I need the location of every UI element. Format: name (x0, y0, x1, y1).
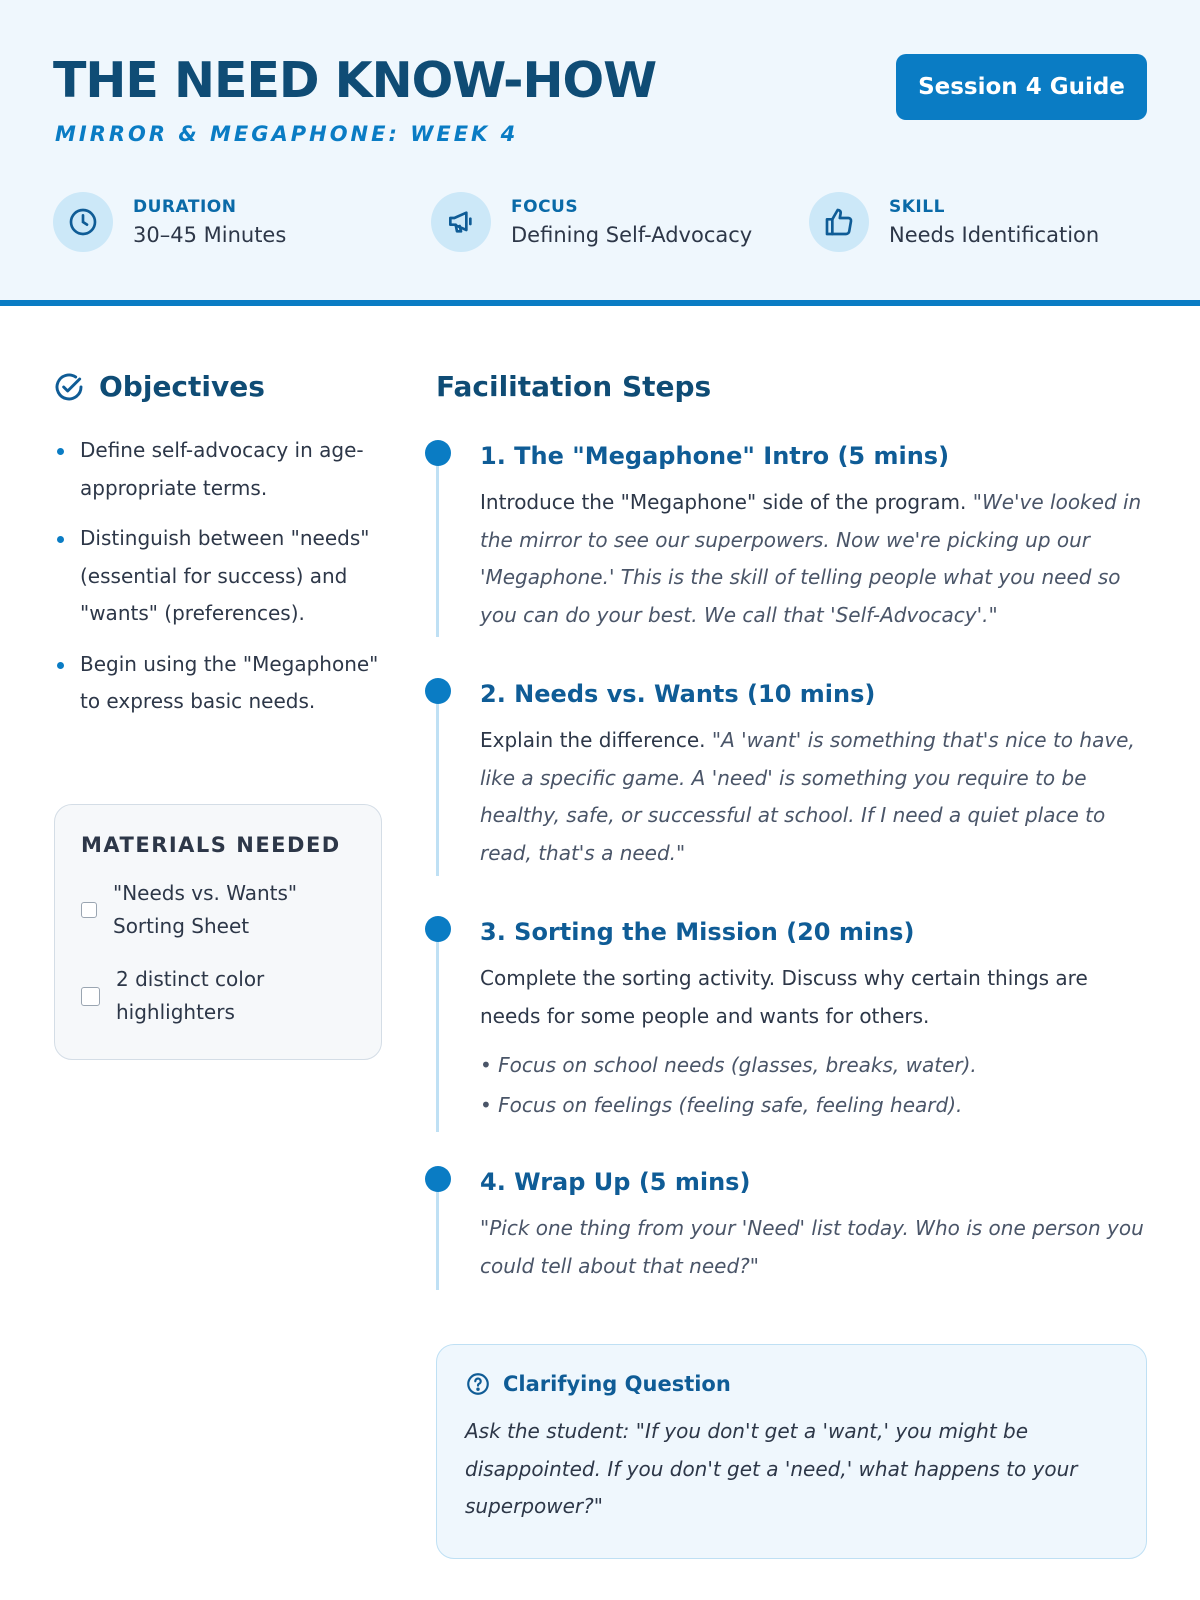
meta-value: Needs Identification (889, 223, 1100, 247)
step-item (422, 678, 1152, 878)
meta-value: 30–45 Minutes (133, 223, 287, 247)
step-item (422, 440, 1152, 640)
objectives-title: Objectives (99, 370, 265, 403)
step-text: Explain the difference. (480, 728, 706, 752)
meta-duration (53, 192, 286, 252)
objectives-heading (53, 370, 265, 403)
step-body (480, 1210, 1152, 1285)
step-body (480, 722, 1152, 872)
meta-label: DURATION (133, 197, 237, 217)
clock-icon (53, 192, 113, 252)
clarifying-heading (465, 1371, 1118, 1397)
step-body (480, 960, 1152, 1125)
page-header (0, 0, 1200, 306)
materials-title: MATERIALS NEEDED (81, 833, 341, 857)
timeline-line (436, 1178, 439, 1290)
timeline-dot (425, 1166, 451, 1192)
meta-label: SKILL (889, 197, 945, 217)
material-checkbox[interactable] (81, 902, 97, 918)
step-body (480, 484, 1152, 634)
timeline-dot (425, 916, 451, 942)
timeline-line (436, 452, 439, 637)
step-quote: "A 'want' is something that's nice to have, like a specific game. A 'need' is something you require to be healthy, safe, or successful at school. If I need a quiet place to read, that's a need." (480, 728, 1135, 865)
step-text: Complete the sorting activity. Discuss why certain things are needs for some people and wants for others. (480, 966, 1088, 1028)
step-item (422, 916, 1152, 1131)
steps-heading: Facilitation Steps (436, 370, 712, 403)
objective-item: Begin using the "Megaphone" to express basic needs. (55, 646, 385, 721)
clarifying-title: Clarifying Question (503, 1372, 731, 1396)
material-item (81, 877, 355, 943)
step-quote: "We've looked in the mirror to see our superpowers. Now we're picking up our 'Megaphone.' This is the skill of telling people what you need so you can do your best. We call that 'Self-Advocacy'." (480, 490, 1142, 627)
step-title: 1. The "Megaphone" Intro (5 mins) (480, 442, 950, 470)
timeline-line (436, 690, 439, 876)
step-title: 2. Needs vs. Wants (10 mins) (480, 680, 876, 708)
page-title: THE NEED KNOW-HOW (53, 52, 657, 109)
page-subtitle: MIRROR & MEGAPHONE: WEEK 4 (55, 122, 519, 146)
step-title: 4. Wrap Up (5 mins) (480, 1168, 751, 1196)
timeline-dot (425, 678, 451, 704)
meta-value: Defining Self-Advocacy (511, 223, 753, 247)
material-label: 2 distinct color highlighters (116, 967, 265, 1024)
materials-card (54, 804, 382, 1060)
thumbs-up-icon (809, 192, 869, 252)
step-bullet: • Focus on school needs (glasses, breaks, water). (480, 1053, 977, 1077)
material-label: "Needs vs. Wants" Sorting Sheet (113, 881, 298, 938)
timeline-line (436, 928, 439, 1132)
check-circle-icon (53, 371, 85, 403)
step-title: 3. Sorting the Mission (20 mins) (480, 918, 915, 946)
step-bullets (480, 1045, 1152, 1125)
meta-label: FOCUS (511, 197, 579, 217)
timeline-dot (425, 440, 451, 466)
meta-focus (431, 192, 752, 252)
step-item (422, 1166, 1152, 1296)
objectives-list (55, 432, 385, 734)
meta-skill (809, 192, 1099, 252)
objective-item: Define self-advocacy in age-appropriate terms. (55, 432, 385, 507)
material-item (81, 963, 355, 1029)
step-bullet: • Focus on feelings (feeling safe, feeling heard). (480, 1093, 963, 1117)
objective-item: Distinguish between "needs" (essential for success) and "wants" (preferences). (55, 520, 385, 633)
megaphone-icon (431, 192, 491, 252)
clarifying-text: Ask the student: "If you don't get a 'want,' you might be disappointed. If you don't get a 'need,' what happens to your superpower?" (465, 1419, 1078, 1518)
clarifying-question-card (436, 1344, 1147, 1559)
question-circle-icon (465, 1371, 491, 1397)
session-guide-button[interactable]: Session 4 Guide (896, 54, 1147, 120)
step-quote: "Pick one thing from your 'Need' list today. Who is one person you could tell about that need?" (480, 1216, 1144, 1278)
step-text: Introduce the "Megaphone" side of the program. (480, 490, 967, 514)
material-checkbox[interactable] (81, 987, 100, 1006)
